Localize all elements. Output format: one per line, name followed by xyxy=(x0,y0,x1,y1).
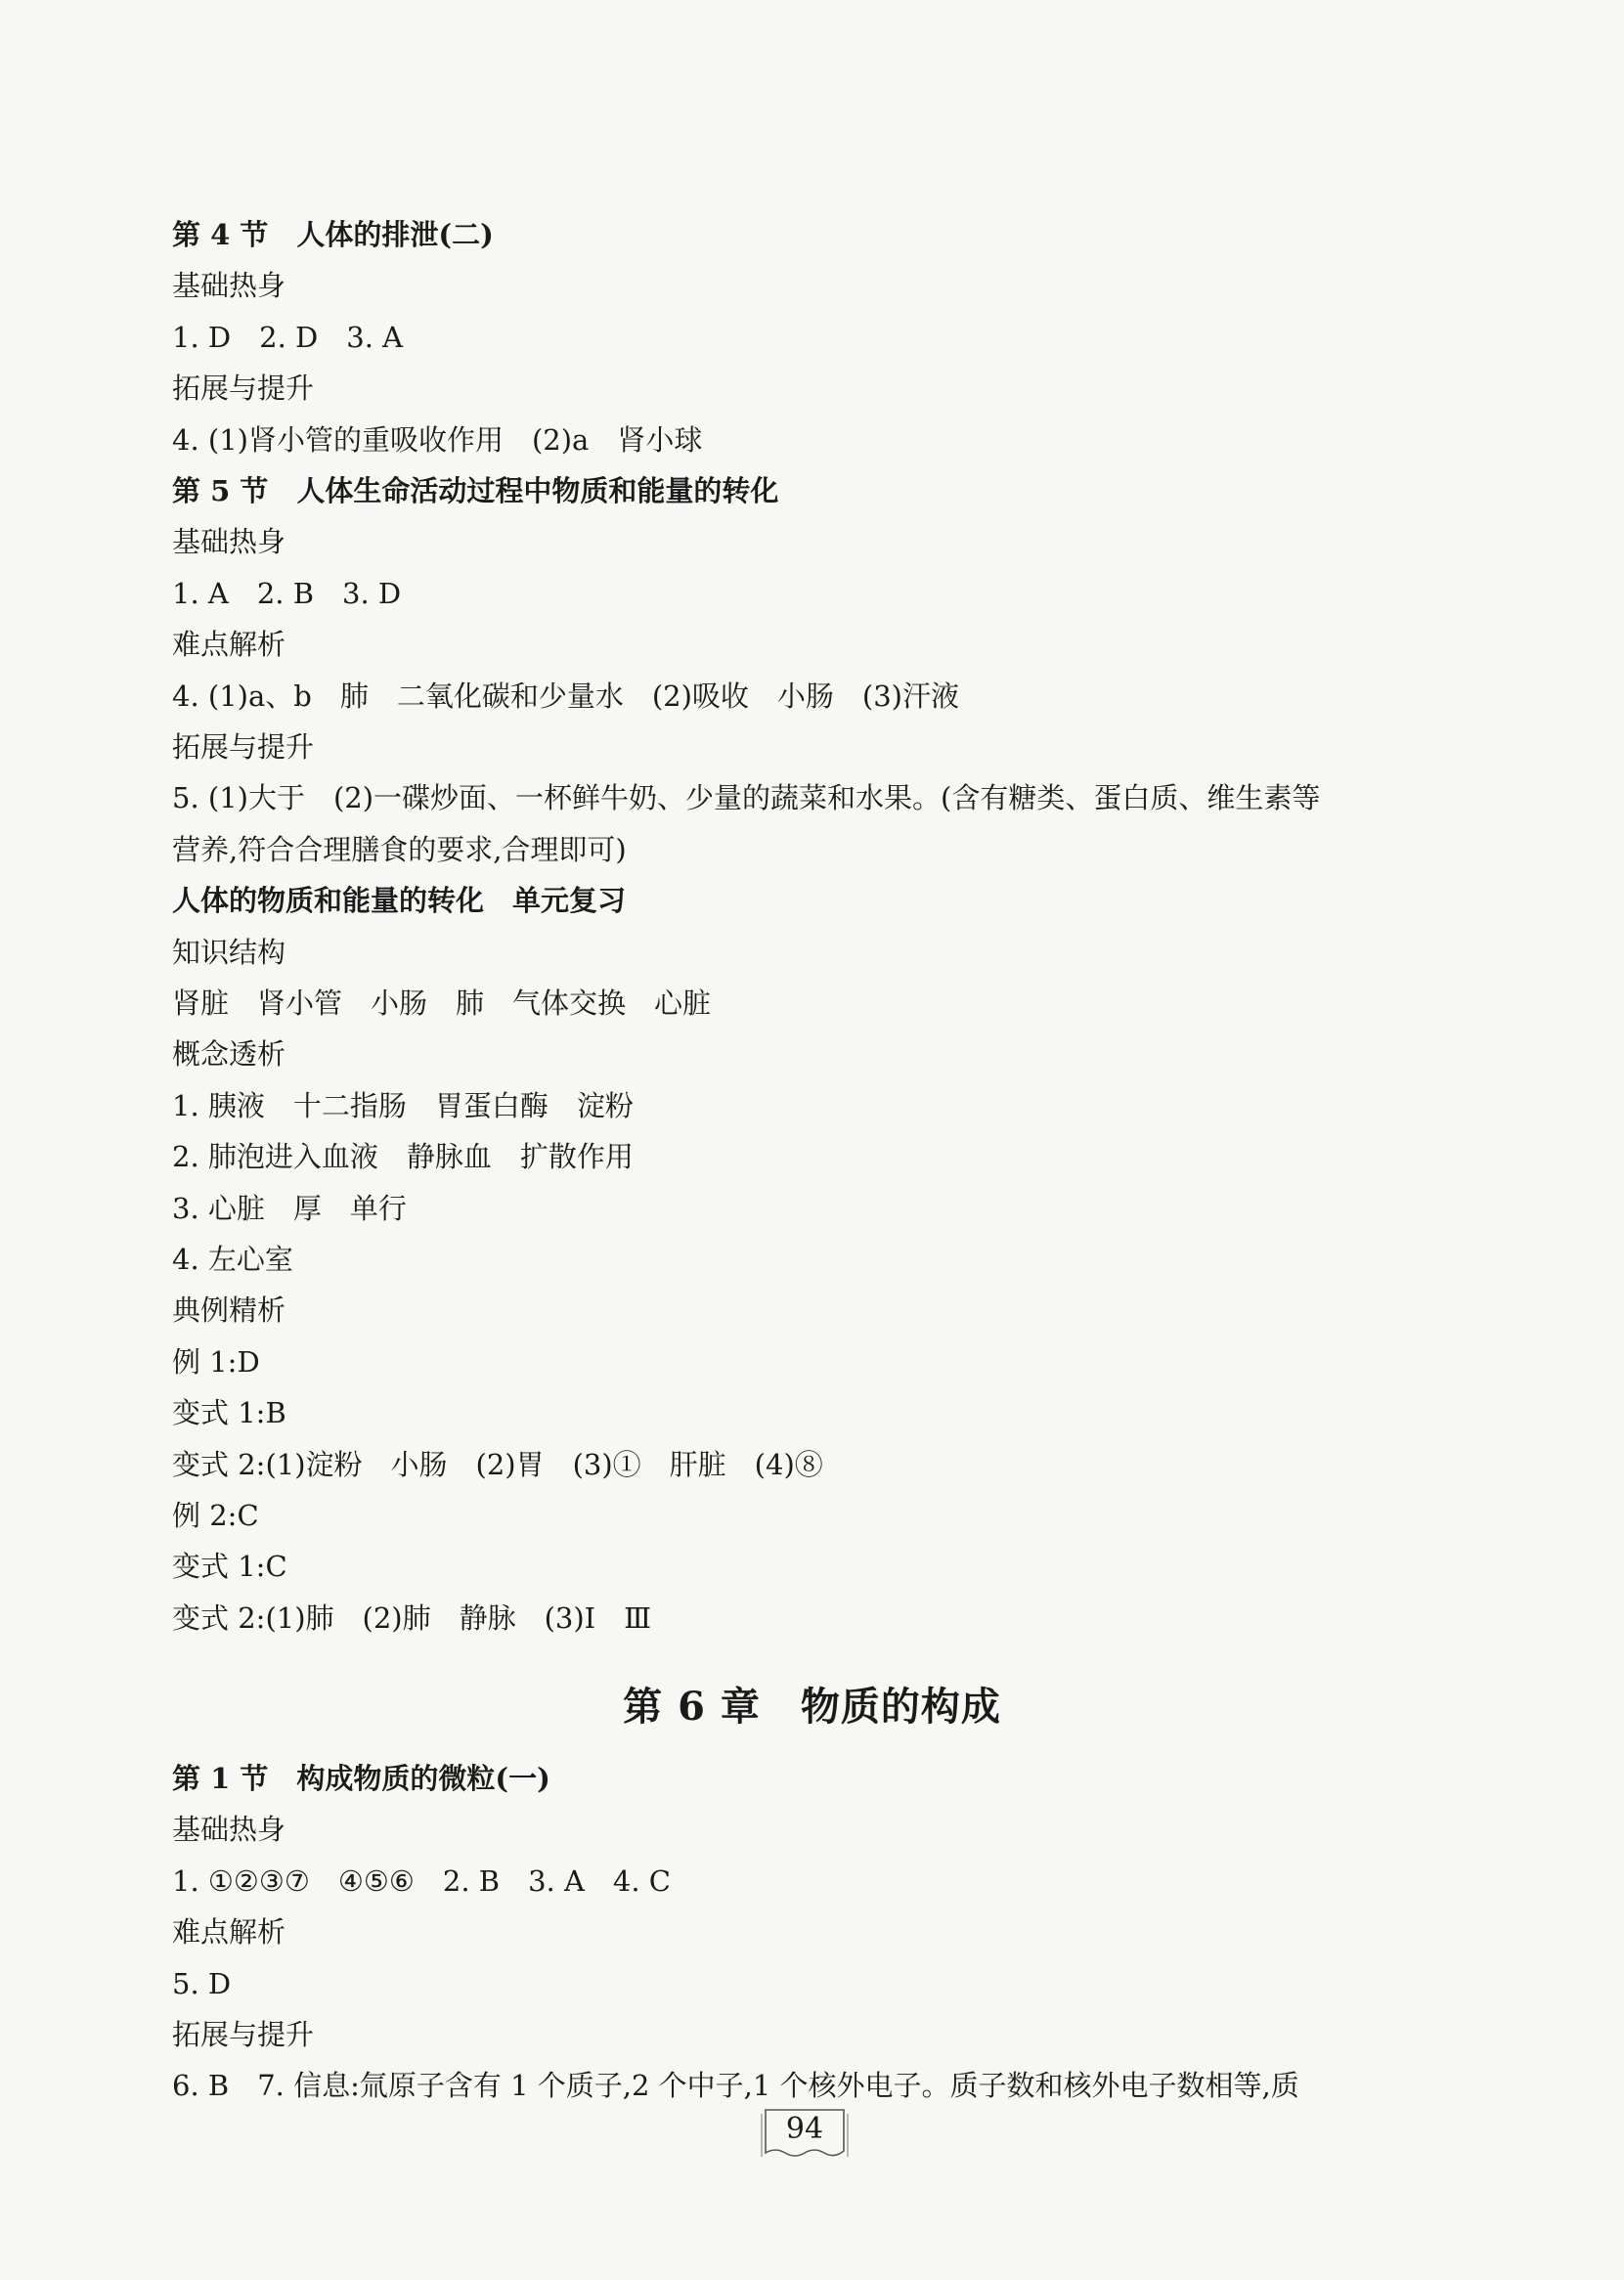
answer-line: 例 2:C xyxy=(172,1499,259,1532)
answer-line: 6. B 7. 信息:氚原子含有 1 个质子,2 个中子,1 个核外电子。质子数和核外电子数相等,质 xyxy=(172,2069,1299,2103)
page-number-badge xyxy=(760,2106,850,2157)
section-heading: 第 4 节 人体的排泄(二) xyxy=(172,218,494,251)
answer-line: 典例精析 xyxy=(172,1293,286,1328)
answer-line: 1. D 2. D 3. A xyxy=(172,320,404,354)
answer-line: 知识结构 xyxy=(172,935,286,969)
answer-line: 基础热身 xyxy=(172,269,286,303)
answer-line: 1. 胰液 十二指肠 胃蛋白酶 淀粉 xyxy=(172,1088,634,1122)
answer-line: 拓展与提升 xyxy=(172,372,315,406)
answer-line: 基础热身 xyxy=(172,525,286,559)
answer-line: 变式 1:B xyxy=(172,1396,286,1430)
answer-line: 4. 左心室 xyxy=(172,1243,293,1276)
section-heading: 第 1 节 构成物质的微粒(一) xyxy=(172,1762,550,1795)
answer-line: 1. A 2. B 3. D xyxy=(172,576,402,610)
answer-line: 变式 2:(1)肺 (2)肺 静脉 (3)Ⅰ Ⅲ xyxy=(172,1600,652,1635)
section-heading: 人体的物质和能量的转化 单元复习 xyxy=(172,884,627,918)
answer-line: 难点解析 xyxy=(172,1915,286,1950)
answer-line: 基础热身 xyxy=(172,1813,286,1847)
answer-line: 拓展与提升 xyxy=(172,2018,315,2051)
answer-line: 4. (1)a、b 肺 二氧化碳和少量水 (2)吸收 小肠 (3)汗液 xyxy=(172,679,959,713)
answer-line: 4. (1)肾小管的重吸收作用 (2)a 肾小球 xyxy=(172,422,703,457)
chapter-title: 第 6 章 物质的构成 xyxy=(623,1684,1001,1730)
answer-line: 例 1:D xyxy=(172,1344,260,1379)
answer-line: 2. 肺泡进入血液 静脉血 扩散作用 xyxy=(172,1140,634,1174)
answer-line: 变式 2:(1)淀粉 小肠 (2)胃 (3)① 肝脏 (4)⑧ xyxy=(172,1447,823,1481)
answer-line: 5. (1)大于 (2)一碟炒面、一杯鲜牛奶、少量的蔬菜和水果。(含有糖类、蛋白质、维生素等 xyxy=(172,781,1321,815)
answer-line: 5. D xyxy=(172,1966,232,2000)
page-number: 94 xyxy=(785,2112,824,2146)
answer-line: 概念透析 xyxy=(172,1037,286,1072)
answer-line: 1. ①②③⑦ ④⑤⑥ 2. B 3. A 4. C xyxy=(172,1863,671,1898)
answer-line: 难点解析 xyxy=(172,628,286,662)
answer-line: 肾脏 肾小管 小肠 肺 气体交换 心脏 xyxy=(172,987,712,1020)
answer-line: 3. 心脏 厚 单行 xyxy=(172,1191,407,1225)
answer-line: 拓展与提升 xyxy=(172,730,315,764)
answer-line: 变式 1:C xyxy=(172,1550,287,1584)
section-heading: 第 5 节 人体生命活动过程中物质和能量的转化 xyxy=(172,474,779,507)
answer-line: 营养,符合合理膳食的要求,合理即可) xyxy=(172,832,627,866)
